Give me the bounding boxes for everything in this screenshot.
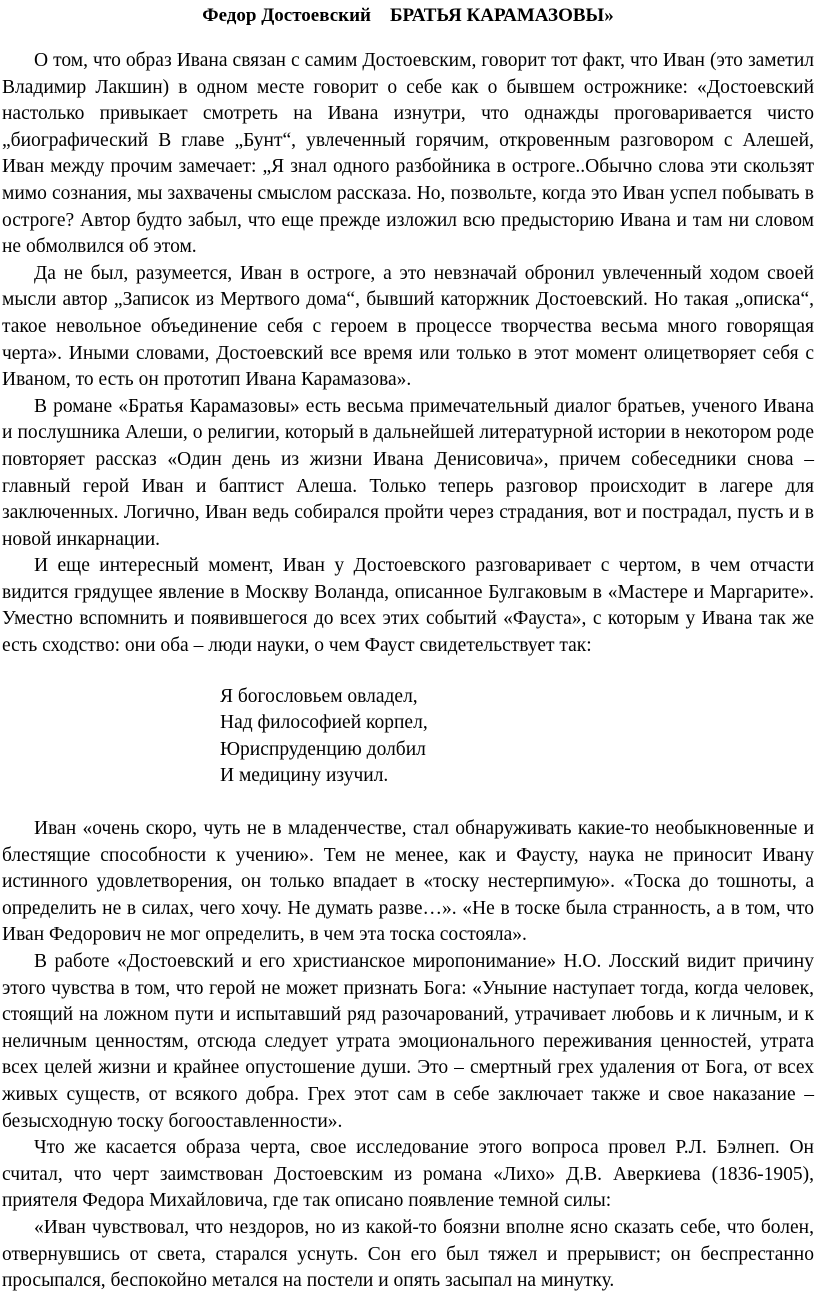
paragraph-5: Иван «очень скоро, чуть не в младенчестве, стал обнаруживать какие-то необыкновенные и блестящие способности к учению». Тем не менее, как и Фаусту, наука не приносит Ивану истинного удовлетворения, он только впадает в «тоску нестерпимую». «Тоска до тошноты, а определить не в силах, чего хочу. Не думать разве…». «Не в тоске была странность, а в том, что Иван Федорович не мог определить, в чем эта тоска состояла». [2, 818, 814, 946]
poem-line-1: Я богословьем овладел, [220, 685, 418, 707]
document-title: Федор Достоевский БРАТЬЯ КАРАМАЗОВЫ» [202, 5, 614, 26]
paragraph-6: В работе «Достоевский и его христианское миропонимание» Н.О. Лосский видит причину этого чувства в том, что герой не может признать Бога: «Уныние наступает тогда, когда человек, стоящий на ложном пути и испытавший ряд разочарований, утрачивает любовь и к личным, и к неличным ценностям, отсюда следует утрата эмоционального переживания ценностей, утрата всех целей жизни и крайнее опустошение души. Это – смертный грех удаления от Бога, от всех живых существ, от всякого добра. Грех этот сам в себе заключает также и свое наказание – безысходную тоску богооставленности». [2, 951, 814, 1132]
paragraph-1: О том, что образ Ивана связан с самим Достоевским, говорит тот факт, что Иван (это заметил Владимир Лакшин) в одном месте говорит о себе как о бывшем острожнике: «Достоевский настолько привыкает смотреть на Ивана изнутри, что однажды проговаривается чисто „биографический В главе „Бунт“, увлеченный горячим, откровенным разговором с Алешей, Иван между прочим замечает: „Я знал одного разбойника в остроге..Обычно слова эти скользят мимо сознания, мы захвачены смыслом рассказа. Но, позвольте, когда это Иван успел побывать в остроге? Автор будто забыл, что еще прежде изложил всю предысторию Ивана и там ни словом не обмолвился об этом. [2, 50, 814, 258]
poem-line-2: Над философией корпел, [220, 712, 428, 734]
paragraph-8: «Иван чувствовал, что нездоров, но из какой-то боязни вполне ясно сказать себе, что болен, отвернувшись от света, старался уснуть. Сон его был тяжел и прерывист; он беспрестанно просыпался, беспокойно метался на постели и опять засыпал на минутку. [2, 1216, 814, 1292]
paragraph-3: В романе «Братья Карамазовы» есть весьма примечательный диалог братьев, ученого Ивана и послушника Алеши, о религии, который в дальнейшей литературной истории в некотором роде повторяет рассказ «Один день из жизни Ивана Денисовича», причем собеседники снова – главный герой Иван и баптист Алеша. Только теперь разговор происходит в лагере для заключенных. Логично, Иван ведь собирался пройти через страдания, вот и пострадал, пусть и в новой инкарнации. [2, 395, 814, 550]
poem-line-4: И медицину изучил. [220, 765, 389, 787]
paragraph-4: И еще интересный момент, Иван у Достоевского разговаривает с чертом, в чем отчасти видится грядущее явление в Москву Воланда, описанное Булгаковым в «Мастере и Маргарите». Уместно вспомнить и появившегося до всех этих событий «Фауста», с которым у Ивана так же есть сходство: они оба – люди науки, о чем Фауст свидетельствует так: [2, 555, 814, 657]
poem-line-3: Юриспруденцию долбил [220, 738, 426, 760]
paragraph-2: Да не был, разумеется, Иван в остроге, а это невзначай обронил увлеченный ходом своей мысли автор „Записок из Мертвого дома“, бывший каторжник Достоевский. Но такая „описка“, такое невольное объединение себя с героем в процессе творчества весьма много говорящая черта». Иными словами, Достоевский все время или только в этот момент олицетворяет себя с Иваном, то есть он прототип Ивана Карамазова». [2, 262, 814, 391]
faust-quote-poem [220, 684, 814, 790]
paragraph-7: Что же касается образа черта, свое исследование этого вопроса провел Р.Л. Бэлнеп. Он считал, что черт заимствован Достоевским из романа «Лихо» Д.В. Аверкиева (1836-1905), приятеля Федора Михайловича, где так описано появление темной силы: [2, 1137, 814, 1212]
